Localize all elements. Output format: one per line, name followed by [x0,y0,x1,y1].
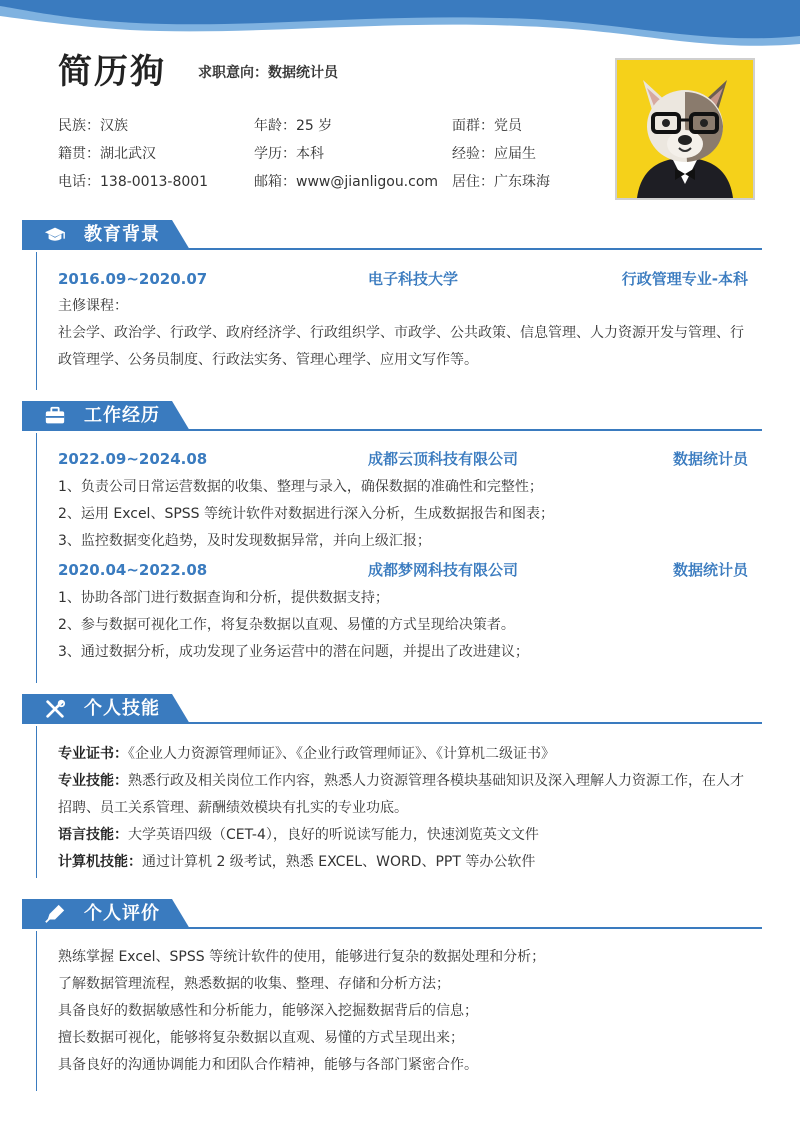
section-title: 个人评价 [84,903,160,924]
education-date: 2016.09~2020.07 [58,270,208,288]
job-date: 2020.04~2022.08 [58,561,208,579]
info-age: 年龄：25 岁 [254,118,333,134]
tools-icon [44,699,66,719]
education-school: 电子科技大学 [368,270,459,288]
info-phone: 电话：138-0013-8001 [58,174,209,190]
section-left-rule [36,726,37,878]
duty-item: 2、参与数据可视化工作，将复杂数据以直观、易懂的方式呈现给决策者。 [58,617,515,633]
info-row [58,168,598,196]
skill-label: 语言技能： [58,827,128,843]
skill-professional-cont: 招聘、员工关系管理、薪酬绩效模块有扎实的专业功底。 [58,800,408,816]
skill-value: 熟悉行政及相关岗位工作内容，熟悉人力资源管理各模块基础知识及深入理解人力资源工作，在人才 [128,773,744,789]
job-entry-head [58,447,748,471]
skill-language [58,822,758,849]
evaluation-content [58,944,758,1079]
job-duties [58,585,758,666]
section-evaluation-header [22,899,762,931]
section-title: 个人技能 [84,698,160,719]
info-row [58,140,598,168]
skill-computer [58,849,758,876]
skill-professional [58,768,758,795]
section-education-header [22,220,762,252]
duty-item: 1、负责公司日常运营数据的收集、整理与录入，确保数据的准确性和完整性； [58,479,543,495]
courses-label: 主修课程： [58,298,128,314]
section-left-rule [36,433,37,683]
info-education: 学历：本科 [254,146,324,162]
job-position: 数据统计员 [672,450,748,468]
courses-line: 政管理学、公务员制度、行政法实务、管理心理学、应用文写作等。 [58,352,478,368]
info-ethnicity: 民族：汉族 [58,118,128,134]
info-experience: 经验：应届生 [452,146,536,162]
dog-avatar-illustration [617,60,753,198]
job-intent: 求职意向：数据统计员 [198,65,338,81]
graduation-cap-icon [44,225,66,245]
evaluation-line: 具备良好的数据敏感性和分析能力，能够深入挖掘数据背后的信息； [58,1003,478,1019]
job-entry-head [58,558,748,582]
section-divider [172,722,762,724]
skill-value: 大学英语四级（CET-4），良好的听说读写能力，快速浏览英文文件 [128,827,539,843]
duty-item: 3、监控数据变化趋势，及时发现数据异常，并向上级汇报； [58,533,431,549]
evaluation-line: 熟练掌握 Excel、SPSS 等统计软件的使用，能够进行复杂的数据处理和分析； [58,949,546,965]
info-email: 邮箱：www@jianligou.com [254,174,439,190]
briefcase-icon [44,406,66,426]
candidate-name: 简历狗 [58,52,166,92]
section-title: 工作经历 [84,405,160,426]
personal-info [58,112,598,196]
info-political: 面群：党员 [452,118,522,134]
job-company: 成都云顶科技有限公司 [368,450,519,468]
duty-item: 3、通过数据分析，成功发现了业务运营中的潜在问题，并提出了改进建议； [58,644,529,660]
evaluation-line: 擅长数据可视化，能够将复杂数据以直观、易懂的方式呈现出来； [58,1030,464,1046]
job-date: 2022.09~2024.08 [58,450,208,468]
education-entry-head [58,267,748,291]
pen-icon [44,904,66,924]
section-work-header [22,401,762,433]
job-position: 数据统计员 [672,561,748,579]
education-major: 行政管理专业-本科 [621,270,748,288]
skills-content [58,741,758,876]
duty-item: 1、协助各部门进行数据查询和分析，提供数据支持； [58,590,389,606]
section-divider [172,927,762,929]
skill-value: 《企业人力资源管理师证》、《企业行政管理师证》、《计算机二级证书》 [128,746,555,762]
evaluation-line: 了解数据管理流程，熟悉数据的收集、整理、存储和分析方法； [58,976,450,992]
skill-certificates [58,741,758,768]
profile-photo [615,58,755,200]
info-row [58,112,598,140]
evaluation-line: 具备良好的沟通协调能力和团队合作精神，能够与各部门紧密合作。 [58,1057,478,1073]
job-company: 成都梦网科技有限公司 [368,561,519,579]
skill-label: 专业技能： [58,773,128,789]
section-left-rule [36,252,37,390]
education-courses [58,293,758,374]
duty-item: 2、运用 Excel、SPSS 等统计软件对数据进行深入分析，生成数据报告和图表； [58,506,554,522]
skill-label: 专业证书： [58,746,128,762]
skill-value: 通过计算机 2 级考试，熟悉 EXCEL、WORD、PPT 等办公软件 [142,854,536,870]
skill-label: 计算机技能： [58,854,142,870]
courses-line: 社会学、政治学、行政学、政府经济学、行政组织学、市政学、公共政策、信息管理、人力资源开发与管理、行 [58,325,744,341]
section-skills-header [22,694,762,726]
section-title: 教育背景 [84,224,160,245]
info-hometown: 籍贯：湖北武汉 [58,146,156,162]
section-divider [172,248,762,250]
info-residence: 居住：广东珠海 [452,174,550,190]
section-left-rule [36,931,37,1091]
job-duties [58,474,758,555]
section-divider [172,429,762,431]
